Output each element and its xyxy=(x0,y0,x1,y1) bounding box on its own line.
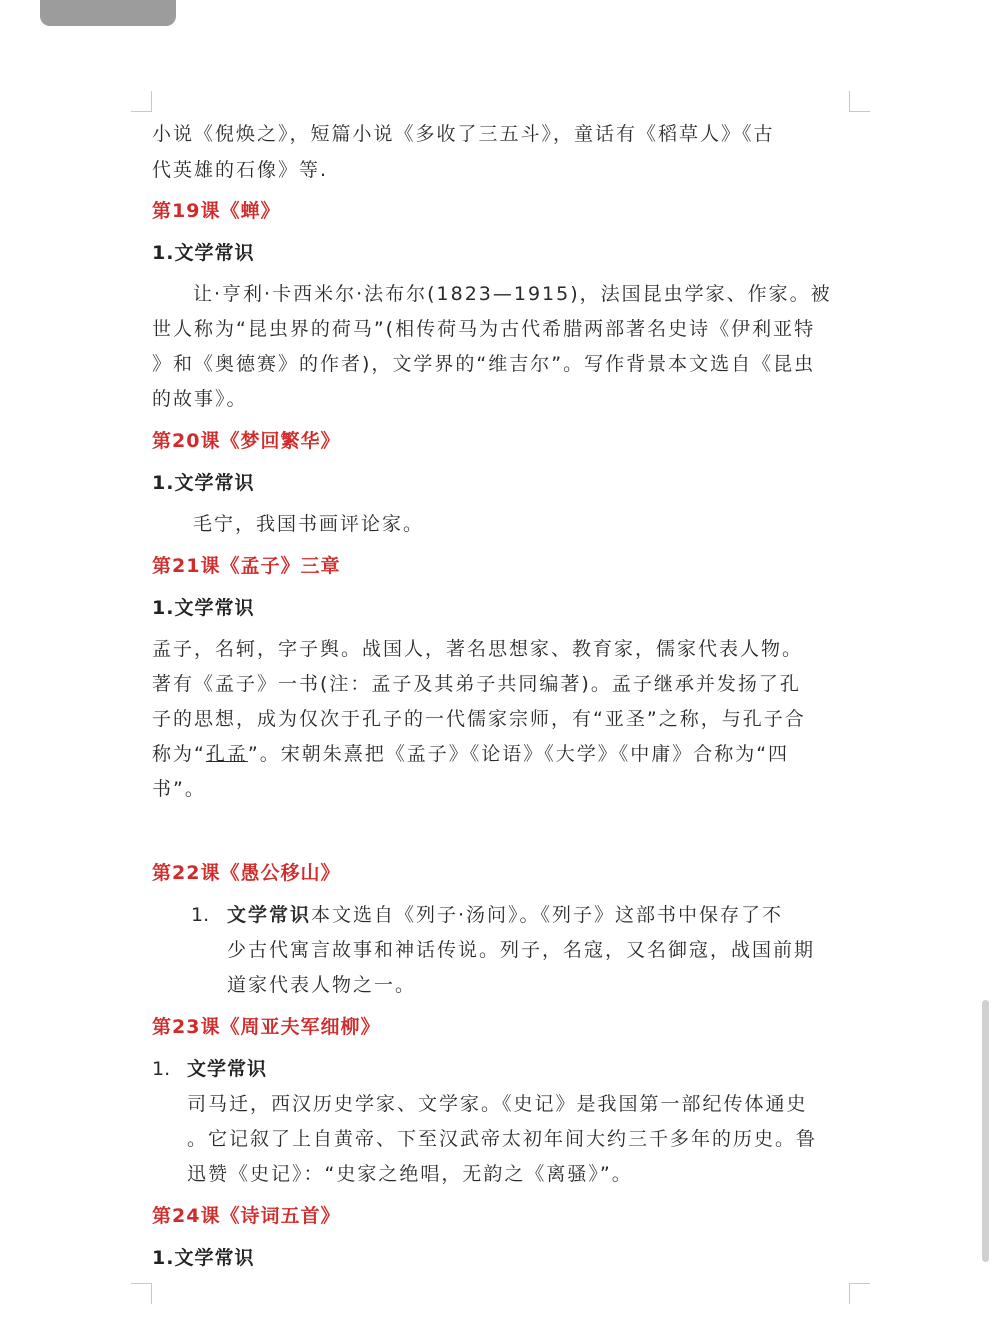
section-subheading: 1.文学常识 xyxy=(152,242,255,264)
crop-mark-top-left xyxy=(131,91,152,112)
underlined-term: 孔孟 xyxy=(205,743,248,765)
list-number: 1. xyxy=(152,1058,171,1080)
page-indicator xyxy=(40,0,176,26)
text-line: 毛宁，我国书画评论家。 xyxy=(193,513,425,535)
text-line: 世人称为“昆虫界的荷马”(相传荷马为古代希腊两部著名史诗《伊利亚特 xyxy=(152,318,816,340)
lesson-heading: 第24课《诗词五首》 xyxy=(152,1205,341,1227)
section-subheading: 1.文学常识 xyxy=(152,1247,255,1269)
text-line: 著有《孟子》一书(注：孟子及其弟子共同编著)。孟子继承并发扬了孔 xyxy=(152,673,801,695)
lesson-heading: 第20课《梦回繁华》 xyxy=(152,430,341,452)
vertical-scrollbar[interactable] xyxy=(982,1000,989,1262)
text-fragment: 称为“ xyxy=(152,743,206,765)
list-number: 1. xyxy=(191,904,210,926)
text-fragment: 本文选自《列子·汤问》。《列子》这部书中保存了不 xyxy=(311,904,784,926)
lesson-heading: 第22课《愚公移山》 xyxy=(152,862,341,884)
text-fragment: ”。宋朝朱熹把《孟子》《论语》《大学》《中庸》合称为“四 xyxy=(247,743,790,765)
crop-mark-bottom-left xyxy=(131,1283,152,1304)
text-line: 孟子，名轲，字子舆。战国人，著名思想家、教育家，儒家代表人物。 xyxy=(152,638,804,660)
text-line: 的故事》。 xyxy=(152,388,248,410)
text-line: 子的思想，成为仅次于孔子的一代儒家宗师，有“亚圣”之称，与孔子合 xyxy=(152,708,806,730)
text-line: 让·亨利·卡西米尔·法布尔(1823—1915)，法国昆虫学家、作家。被 xyxy=(193,283,832,305)
section-subheading: 1.文学常识 xyxy=(152,597,255,619)
text-line: 道家代表人物之一。 xyxy=(227,974,417,996)
text-line: 代英雄的石像》等. xyxy=(152,159,329,181)
text-line: 书”。 xyxy=(152,778,206,800)
text-line: 司马迁，西汉历史学家、文学家。《史记》是我国第一部纪传体通史 xyxy=(187,1093,808,1115)
lesson-heading: 第23课《周亚夫军细柳》 xyxy=(152,1016,381,1038)
lesson-heading: 第19课《蝉》 xyxy=(152,200,281,222)
inline-subheading: 文学常识 xyxy=(187,1058,268,1080)
text-line: 》和《奥德赛》的作者)，文学界的“维吉尔”。写作背景本文选自《昆虫 xyxy=(152,353,816,375)
crop-mark-top-right xyxy=(849,91,870,112)
inline-subheading: 文学常识 xyxy=(227,904,312,926)
text-line: 迅赞《史记》：“史家之绝唱，无韵之《离骚》”。 xyxy=(187,1163,633,1185)
crop-mark-bottom-right xyxy=(849,1283,870,1304)
text-line xyxy=(227,900,927,930)
text-line: 。它记叙了上自黄帝、下至汉武帝太初年间大约三千多年的历史。鲁 xyxy=(187,1128,818,1150)
text-line xyxy=(152,739,852,769)
section-subheading: 1.文学常识 xyxy=(152,472,255,494)
text-line: 小说《倪焕之》，短篇小说《多收了三五斗》，童话有《稻草人》《古 xyxy=(152,123,775,145)
lesson-heading: 第21课《孟子》三章 xyxy=(152,555,341,577)
text-line: 少古代寓言故事和神话传说。列子，名寇，又名御寇，战国前期 xyxy=(227,939,816,961)
